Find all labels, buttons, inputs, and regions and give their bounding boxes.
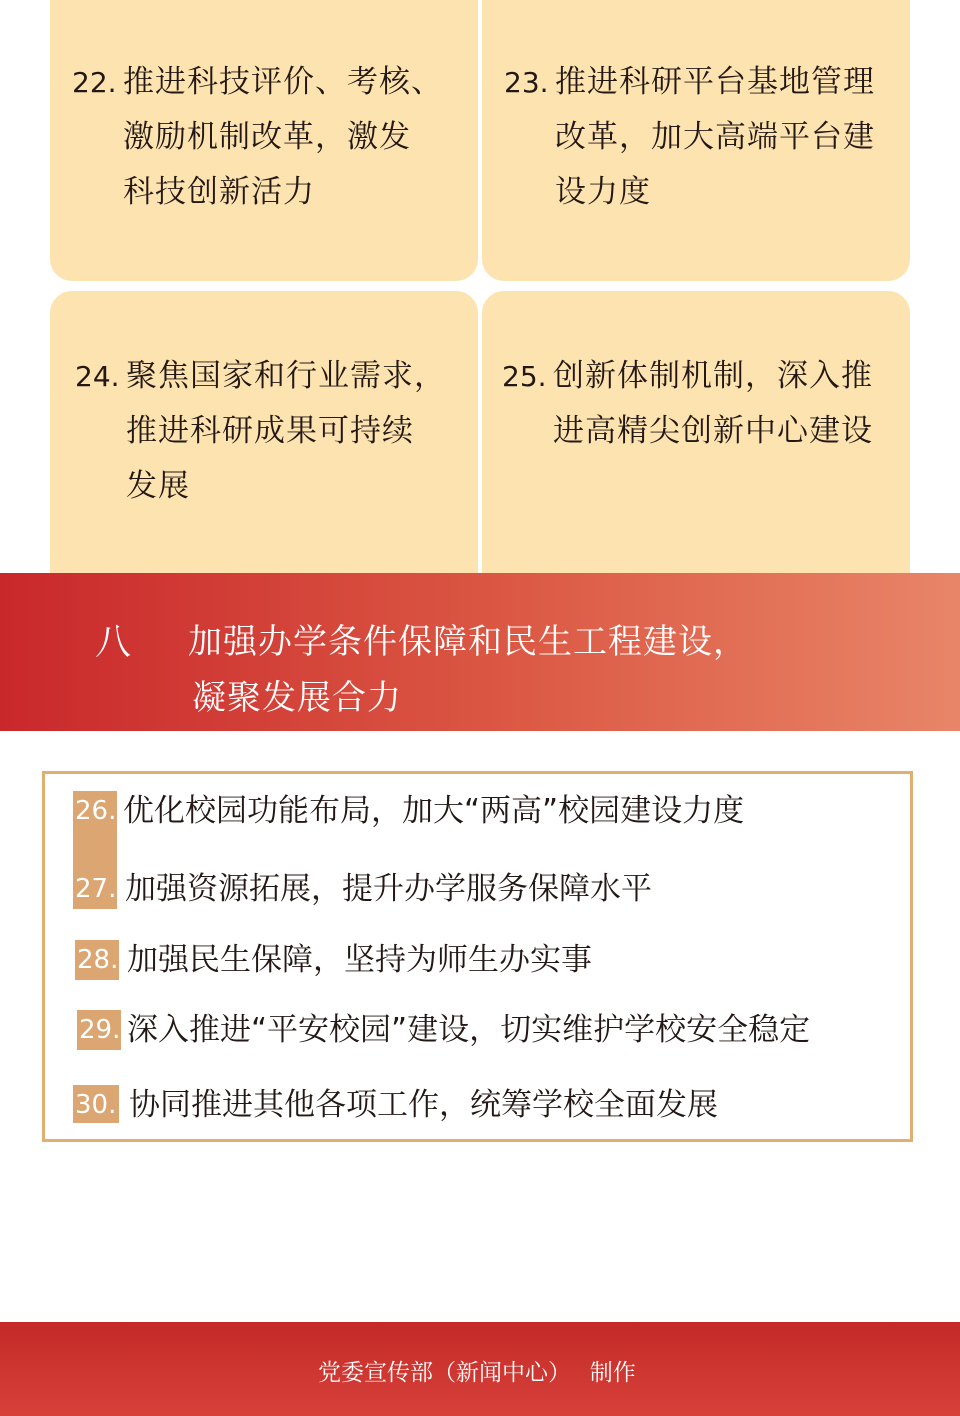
item-text [555, 55, 875, 220]
item-number: 23. [504, 66, 549, 99]
text-line: 发展 [126, 468, 190, 504]
item-text: 加强资源拓展，提升办学服务保障水平 [125, 871, 652, 907]
item-number: 24. [75, 360, 120, 393]
footer-credit: 党委宣传部（新闻中心） 制作 [318, 1360, 636, 1386]
card-item-22 [50, 0, 478, 281]
text-line: 聚焦国家和行业需求， [126, 358, 446, 394]
item-number-badge: 30. [73, 1085, 119, 1123]
item-number-badge: 27. [73, 869, 117, 909]
text-line: 推进科技评价、考核、 [123, 64, 443, 100]
item-number-badge: 29. [77, 1010, 121, 1050]
card-item-25 [482, 291, 910, 576]
section-title-line-1: 加强办学条件保障和民生工程建设， [188, 622, 748, 662]
item-text: 协同推进其他各项工作，统筹学校全面发展 [129, 1087, 718, 1123]
text-line: 推进科研平台基地管理 [555, 64, 875, 100]
text-line: 设力度 [555, 174, 651, 210]
section-numeral: 八 [95, 622, 133, 663]
item-text [123, 55, 443, 220]
item-number-badge: 28. [75, 940, 119, 980]
item-number: 22. [72, 66, 117, 99]
item-number-badge: 26. [73, 791, 117, 831]
item-text: 深入推进“平安校园”建设，切实维护学校安全稳定 [127, 1012, 811, 1048]
text-line: 进高精尖创新中心建设 [553, 413, 873, 449]
item-text: 优化校园功能布局，加大“两高”校园建设力度 [123, 793, 745, 829]
text-line: 科技创新活力 [123, 174, 315, 210]
text-line: 推进科研成果可持续 [126, 413, 414, 449]
card-item-24 [50, 291, 478, 576]
item-number: 25. [502, 360, 547, 393]
text-line: 改革，加大高端平台建 [555, 119, 875, 155]
card-item-23 [482, 0, 910, 281]
item-text [126, 349, 446, 514]
section-title-line-2: 凝聚发展合力 [192, 678, 402, 718]
footer-bar [0, 1322, 960, 1416]
item-text [553, 349, 873, 459]
text-line: 创新体制机制，深入推 [553, 358, 873, 394]
item-text: 加强民生保障，坚持为师生办实事 [127, 942, 592, 978]
badge-connector [73, 831, 117, 869]
text-line: 激励机制改革，激发 [123, 119, 411, 155]
